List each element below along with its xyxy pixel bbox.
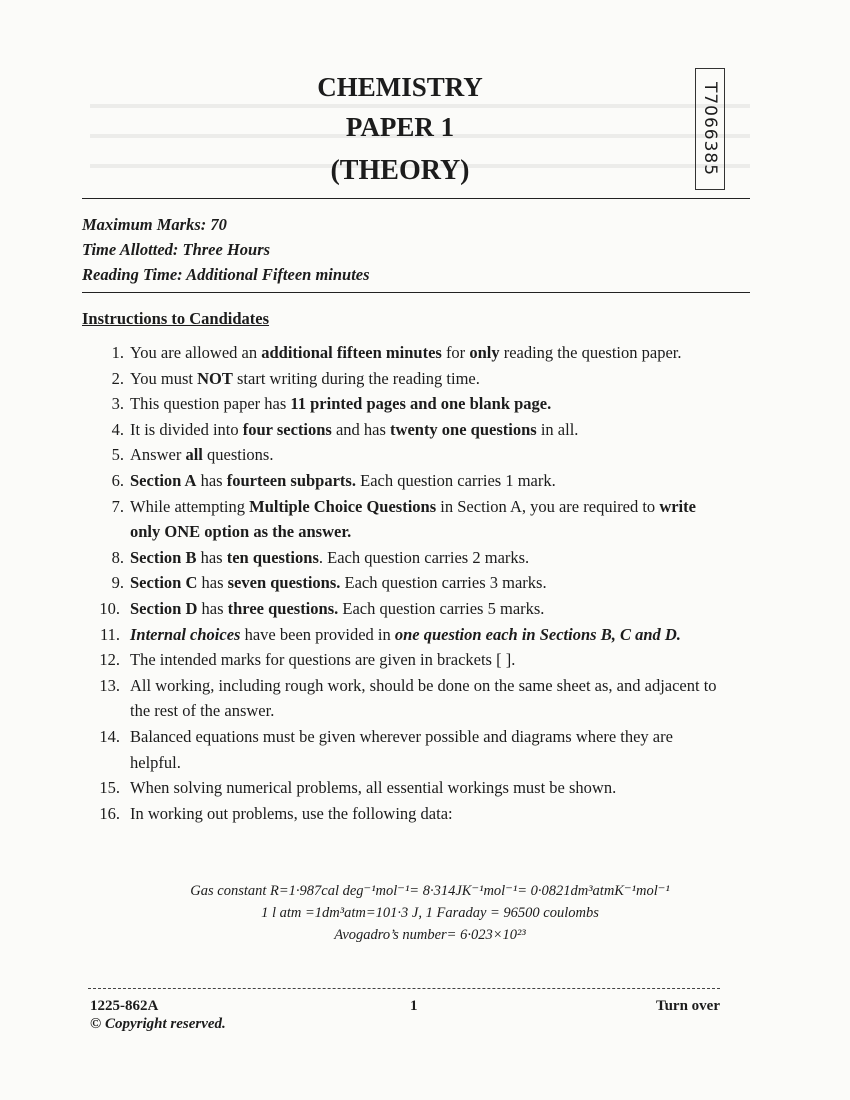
divider-middle [82, 292, 750, 293]
atm-faraday: 1 l atm =1dm³atm=101·3 J, 1 Faraday = 96500 coulombs [261, 905, 599, 921]
instruction-text: Multiple Choice Questions [249, 496, 437, 516]
subject-title: CHEMISTRY [317, 72, 483, 102]
instruction-item [98, 494, 718, 545]
instruction-text: seven questions. [227, 573, 341, 593]
instruction-number: 16. [99, 803, 120, 823]
instruction-text: write only ONE option as the answer. [130, 496, 696, 542]
instruction-number: 3. [111, 394, 124, 414]
instruction-text: additional fifteen minutes [261, 343, 442, 362]
page-number: 1 [410, 998, 418, 1014]
instruction-text: Each question carries 5 marks. [338, 598, 545, 618]
paper-title: PAPER 1 [345, 112, 455, 142]
instruction-text: All working, including rough work, should be done on the same sheet as, and adjacent to the rest of the answer. [130, 675, 717, 721]
instruction-number: 13. [99, 675, 120, 695]
instruction-item [98, 775, 718, 801]
avogadro-number: Avogadro’s number= 6·023×10²³ [334, 927, 526, 943]
instruction-text: only [469, 343, 500, 362]
instruction-text: three questions. [227, 598, 339, 618]
instruction-item [98, 391, 718, 417]
instruction-text: fourteen subparts. [226, 470, 356, 490]
instruction-text: Section B [130, 547, 197, 567]
instruction-text: Balanced equations must be given wherever possible and diagrams where they are helpful. [130, 726, 673, 772]
instruction-item [98, 570, 718, 596]
instruction-text: Each question carries 3 marks. [340, 573, 547, 593]
instruction-item [98, 801, 718, 827]
instruction-text: twenty one questions [390, 419, 537, 439]
reading-time: Reading Time: Additional Fifteen minutes [82, 265, 370, 284]
gas-constant: Gas constant R=1·987cal deg⁻¹mol⁻¹= 8·314JK⁻¹mol⁻¹= 0·0821dm³atmK⁻¹mol⁻¹ [190, 883, 670, 899]
instruction-number: 14. [99, 726, 120, 746]
instruction-text: Section A [130, 470, 197, 490]
instruction-text: questions. [202, 445, 274, 465]
instruction-number: 7. [111, 496, 124, 516]
instruction-number: 10. [99, 598, 120, 618]
instruction-text: While attempting [130, 496, 250, 516]
instruction-number: 15. [99, 778, 120, 798]
instruction-number: 8. [111, 547, 124, 567]
instruction-number: 2. [111, 368, 124, 388]
instruction-item [98, 596, 718, 622]
exam-meta [82, 212, 370, 287]
instruction-text: When solving numerical problems, all essential workings must be shown. [130, 778, 617, 798]
serial-code-box [695, 68, 725, 190]
paper-type: (THEORY) [330, 155, 470, 186]
instruction-text: Internal choices [130, 624, 241, 644]
instruction-text: has [196, 470, 227, 490]
instruction-item [98, 673, 718, 724]
divider-top [82, 198, 750, 199]
instruction-text: It is divided into [130, 419, 243, 439]
instruction-text: has [197, 598, 228, 618]
instruction-item [98, 647, 718, 673]
serial-code: T7066385 [700, 81, 721, 177]
instruction-text: ten questions [226, 547, 319, 567]
instruction-number: 5. [111, 445, 124, 465]
copyright-notice: © Copyright reserved. [90, 1016, 226, 1032]
instruction-item [98, 724, 718, 775]
instruction-text: has [197, 573, 228, 593]
instruction-number: 6. [111, 470, 124, 490]
instruction-text: in all. [536, 419, 579, 439]
instruction-text: have been provided in [240, 624, 395, 644]
instructions-list [98, 340, 718, 826]
instructions-heading: Instructions to Candidates [82, 309, 270, 328]
instruction-text: all [185, 445, 203, 465]
instruction-text: four sections [242, 419, 332, 439]
instruction-text: start writing during the reading time. [232, 368, 480, 388]
paper-code: 1225-862A [90, 998, 159, 1014]
instruction-item [98, 366, 718, 392]
instruction-text: Section D [130, 598, 198, 618]
instruction-text: This question paper has [130, 394, 291, 414]
max-marks: Maximum Marks: 70 [82, 215, 227, 234]
instruction-number: 11. [99, 624, 120, 644]
instruction-item [98, 622, 718, 648]
instruction-text: Section C [130, 573, 198, 593]
instruction-item [98, 417, 718, 443]
instruction-item [98, 442, 718, 468]
instruction-text: has [196, 547, 227, 567]
footer-divider [88, 988, 720, 989]
instruction-item [98, 340, 718, 366]
title-block [250, 70, 550, 188]
instruction-text: Each question carries 1 mark. [355, 470, 556, 490]
instruction-text: NOT [197, 368, 233, 388]
turn-over-label: Turn over [655, 998, 720, 1014]
instruction-item [98, 468, 718, 494]
instruction-number: 4. [111, 419, 124, 439]
instruction-text: in Section A, you are required to [436, 496, 660, 516]
instruction-text: . Each question carries 2 marks. [318, 547, 530, 567]
instruction-text: one question each in Sections B, C and D. [394, 624, 681, 644]
instruction-text: Answer [130, 445, 186, 465]
instruction-text: for [441, 343, 470, 362]
instruction-text: The intended marks for questions are given in brackets [ ]. [130, 650, 516, 670]
instruction-text: You are allowed an [130, 343, 262, 362]
constants-block [150, 880, 710, 946]
instruction-text: reading the question paper. [499, 343, 682, 362]
instruction-number: 1. [111, 343, 124, 362]
instruction-text: 11 printed pages and one blank page. [290, 394, 552, 414]
instruction-text: In working out problems, use the following data: [130, 803, 453, 823]
time-allotted: Time Allotted: Three Hours [82, 240, 271, 259]
instruction-number: 12. [99, 650, 120, 670]
instruction-number: 9. [111, 573, 124, 593]
instruction-text: and has [331, 419, 391, 439]
instruction-text: You must [130, 368, 198, 388]
instruction-item [98, 545, 718, 571]
